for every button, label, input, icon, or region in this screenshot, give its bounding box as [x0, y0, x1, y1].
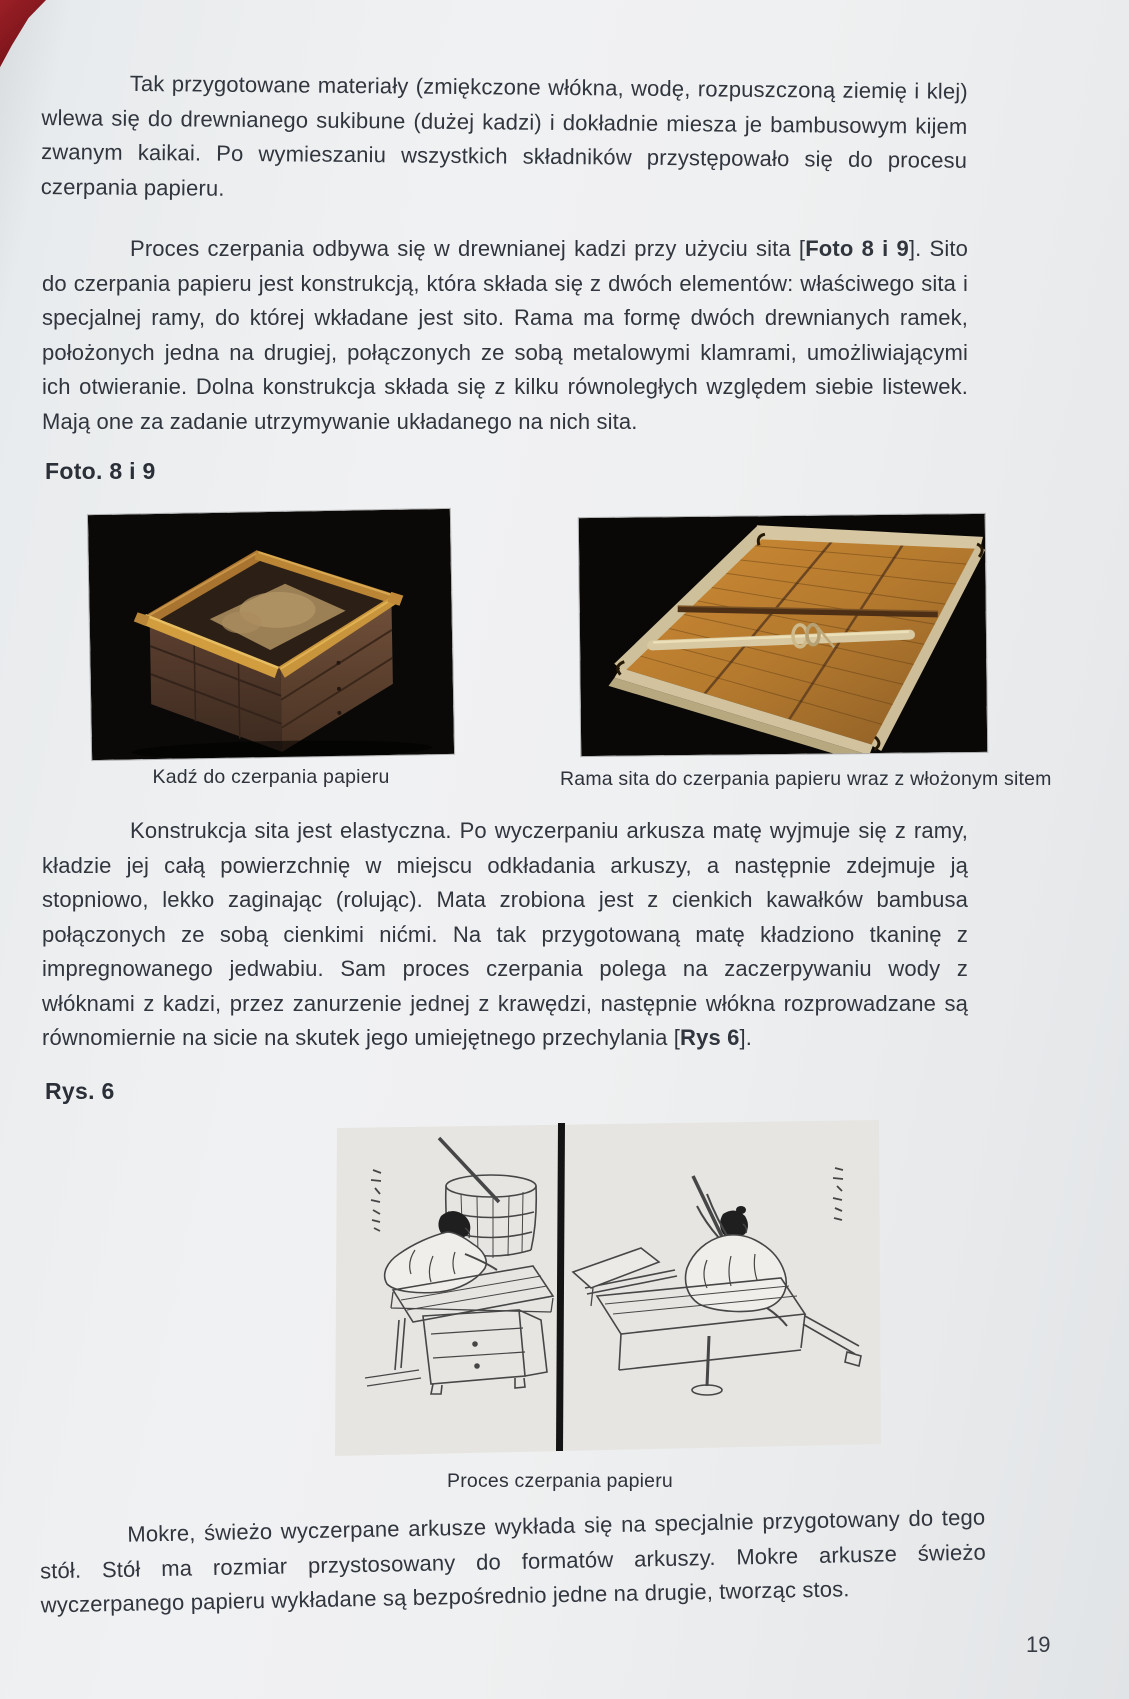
paragraph-materials-intro: Tak przygotowane materiały (zmiękczone włókna, wodę, rozpuszczoną ziemię i klej) wlewa się do drewnianego sukibune (dużej kadzi) i dokładnie miesza je bambusowym kijem zwanym kaikai. Po wymieszaniu wszystkich składników przystępowało się do procesu czerpania papieru. [40, 70, 968, 201]
page-number: 19 [1026, 1632, 1051, 1657]
foto-reference-bold: Foto 8 i 9 [805, 236, 909, 261]
paragraph-wet-sheets: Mokre, świeżo wyczerpane arkusze wykłada się na specjalnie przygotowany do tego stół. Stół ma rozmiar przystosowany do formatów arkuszy. Mokre arkusze świeżo wyczerpanego papieru wykładane są bezpośrednio jedne na drugie, tworząc stos. [39, 1504, 987, 1618]
heading-foto-8-9: Foto. 8 i 9 [45, 458, 156, 484]
caption-photo-rama: Rama sita do czerpania papieru wraz z włożonym sitem [560, 768, 1052, 790]
photo-kadz [88, 509, 454, 760]
paragraph-czerpanie-process [42, 232, 968, 439]
scan-corner-artifact [0, 0, 46, 82]
paragraph-sito-construction [42, 814, 968, 1056]
kadz-wooden-vat-graphic [88, 509, 454, 760]
paragraph-text: ]. [739, 1025, 753, 1050]
rys-reference-bold: Rys 6 [680, 1025, 740, 1050]
paragraph-text: ]. Sito do czerpania papieru jest konstrukcją, która składa się z dwóch elementów: właściwego sita i specjalnej ramy, do której wkładane jest sito. Rama ma formę dwóch drewnianych ramek, położonych jedna na drugiej, połączonych ze sobą metalowymi klamrami, umożliwiającymi ich otwieranie. Dolna konstrukcja składa się z kilku równoległych względem siebie listewek. Mają one za zadanie utrzymywanie układanego na nich sita. [42, 236, 968, 434]
rama-sita-frame-graphic [579, 514, 987, 756]
caption-figure-rys6: Proces czerpania papieru [447, 1470, 673, 1492]
figure-rys6-woodcut [335, 1120, 881, 1460]
caption-photo-kadz: Kadź do czerpania papieru [152, 766, 390, 788]
photo-rama-sita [579, 514, 987, 756]
woodcut-illustration-graphic [335, 1120, 881, 1460]
paragraph-text: Konstrukcja sita jest elastyczna. Po wyczerpaniu arkusza matę wyjmuje się z ramy, kładzie jej całą powierzchnię w miejscu odkładania arkuszy, a następnie zdejmuje ją stopniowo, lekko zaginając (rolując). Mata zrobiona jest z cienkich kawałków bambusa połączonych ze sobą cienkimi nićmi. Na tak przygotowaną matę kładziono tkaninę z impregnowanego jedwabiu. Sam proces czerpania polega na zaczerpywaniu wody z włóknami z kadzi, przez zanurzenie jednej z krawędzi, następnie włókna rozprowadzane są równomiernie na sicie na skutek jego umiejętnego przechylania [ [42, 818, 968, 1050]
paragraph-text: Proces czerpania odbywa się w drewnianej kadzi przy użyciu sita [ [130, 236, 806, 261]
heading-rys-6: Rys. 6 [45, 1078, 115, 1104]
